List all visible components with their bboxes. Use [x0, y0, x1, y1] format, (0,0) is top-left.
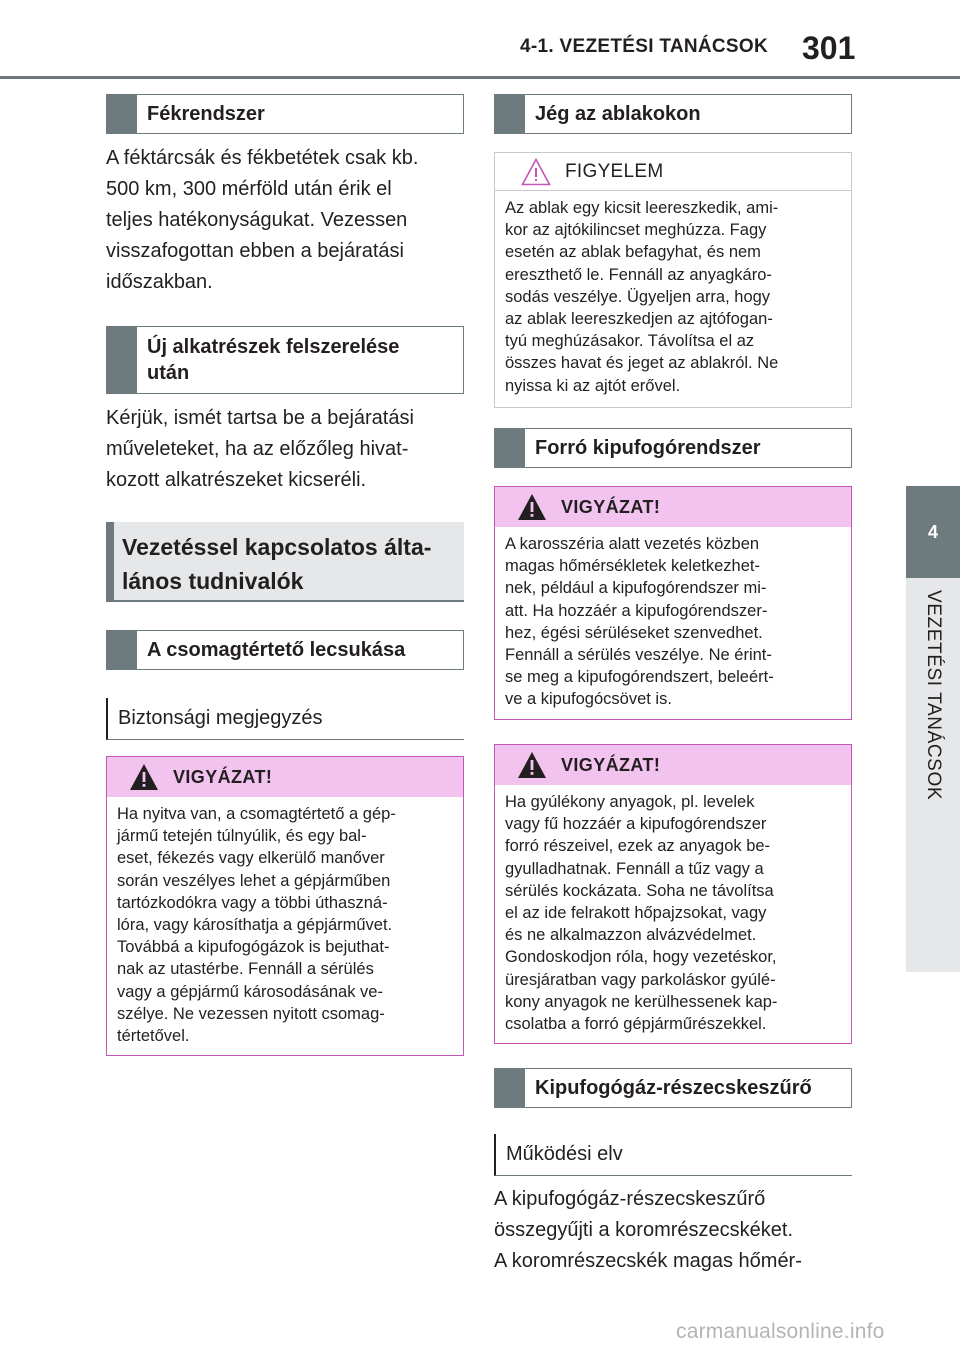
new-parts-paragraph: Kérjük, ismét tartsa be a bejáratási műveleteket, ha az előzőleg hivat- kozott alkatrészeket kicseréli. [106, 407, 414, 491]
watermark: carmanualsonline.info [676, 1320, 885, 1343]
trunk-heading: A csomagtértető lecsukása [106, 630, 464, 670]
exhaust-heading: Forró kipufogórendszer [494, 428, 852, 468]
chapter-tab-title: VEZETÉSI TANÁCSOK [923, 590, 944, 801]
brakes-heading: Fékrendszer [106, 94, 464, 134]
header-divider [0, 76, 960, 79]
heading-marker [107, 95, 137, 133]
trunk-caution-box [106, 756, 464, 1056]
warning-triangle-icon [129, 763, 159, 791]
ice-notice-box [494, 152, 852, 408]
heading-marker [495, 429, 525, 467]
heading-marker [107, 631, 137, 669]
caution-header: VIGYÁZAT! [495, 487, 851, 527]
warning-triangle-icon [517, 493, 547, 521]
chapter-tab-number: 4 [906, 486, 960, 578]
principle-subheading: Működési elv [494, 1134, 852, 1176]
filter-heading: Kipufogógáz-részecskeszűrő [494, 1068, 852, 1108]
exhaust-caution-box-2 [494, 744, 852, 1044]
new-parts-heading: Új alkatrészek felszerelése után [106, 326, 464, 394]
heading-marker [106, 522, 114, 600]
exhaust-caution-box-1 [494, 486, 852, 720]
notice-body: Az ablak egy kicsit leereszkedik, ami- kor az ajtókilincset meghúzza. Fagy esetén az ablak befagyhat, és nem ereszthető le. Fennáll az anyagkáro- sodás veszélye. Ügyeljen arra, hogy az ablak leereszkedjen az ajtófogan- tyú meghúzásakor. Távolítsa el az összes havat és jeget az ablakról. Ne nyissa ki az ajtót erővel. [505, 199, 779, 395]
brakes-paragraph: A féktárcsák és fékbetétek csak kb. 500 km, 300 mérföld után érik el teljes hatékonyságukat. Vezessen visszafogottan ebben a bejáratási időszakban. [106, 147, 419, 293]
ice-heading: Jég az ablakokon [494, 94, 852, 134]
caution-body: A karosszéria alatt vezetés közben magas hőmérsékletek keletkezhet- nek, például a kipufogórendszer mi- att. Ha hozzáér a kipufogórendszer- hez, égési sérüléseket szenvedhet. Fennáll a sérülés veszélye. Ne érint- se meg a kipufogórendszert, beleért- ve a kipufogócsövet is. [505, 535, 774, 709]
filter-paragraph: A kipufogógáz-részecskeszűrő összegyűjti a koromrészecskéket. A koromrészecskék magas hőmér- [494, 1188, 802, 1272]
heading-marker [495, 1069, 525, 1107]
caution-body: Ha gyúlékony anyagok, pl. levelek vagy fű hozzáér a kipufogórendszer forró részeivel, ezek az anyagok be- gyulladhatnak. Fennáll a tűz vagy a sérülés kockázata. Soha ne távolítsa el az ide felrakott hőpajzsokat, vagy és ne alkalmazzon alvázvédelmet. Gondoskodjon róla, hogy vezetéskor, üresjáratban vagy parkoláskor gyúlé- kony anyagok ne kerülhessenek kap- csolatba a forró gépjárműrészekkel. [505, 793, 778, 1034]
general-info-heading: Vezetéssel kapcsolatos álta- lános tudnivalók [106, 522, 464, 602]
warning-triangle-icon [521, 158, 551, 186]
caution-body: Ha nyitva van, a csomagtértető a gép- jármű tetején túlnyúlik, és egy bal- eset, fékezés vagy elkerülő manőver során veszélyes lehet a gépjárműben tartózkodókra vagy a többi úthaszná- lóra, vagy károsíthatja a gépjárművet. Továbbá a kipufogógázok is bejuthat- nak az utastérbe. Fennáll a sérülés vagy a gépjármű károsodásának ve- szélye. Ne vezessen nyitott csomag- tértetővel. [117, 805, 396, 1046]
caution-header: VIGYÁZAT! [107, 757, 463, 797]
heading-marker [495, 95, 525, 133]
safety-subheading: Biztonsági megjegyzés [106, 698, 464, 740]
notice-header: FIGYELEM [495, 153, 851, 191]
heading-marker [107, 327, 137, 393]
header-section-title: 4-1. VEZETÉSI TANÁCSOK [520, 36, 769, 57]
caution-header: VIGYÁZAT! [495, 745, 851, 785]
warning-triangle-icon [517, 751, 547, 779]
page-number: 301 [802, 30, 856, 66]
